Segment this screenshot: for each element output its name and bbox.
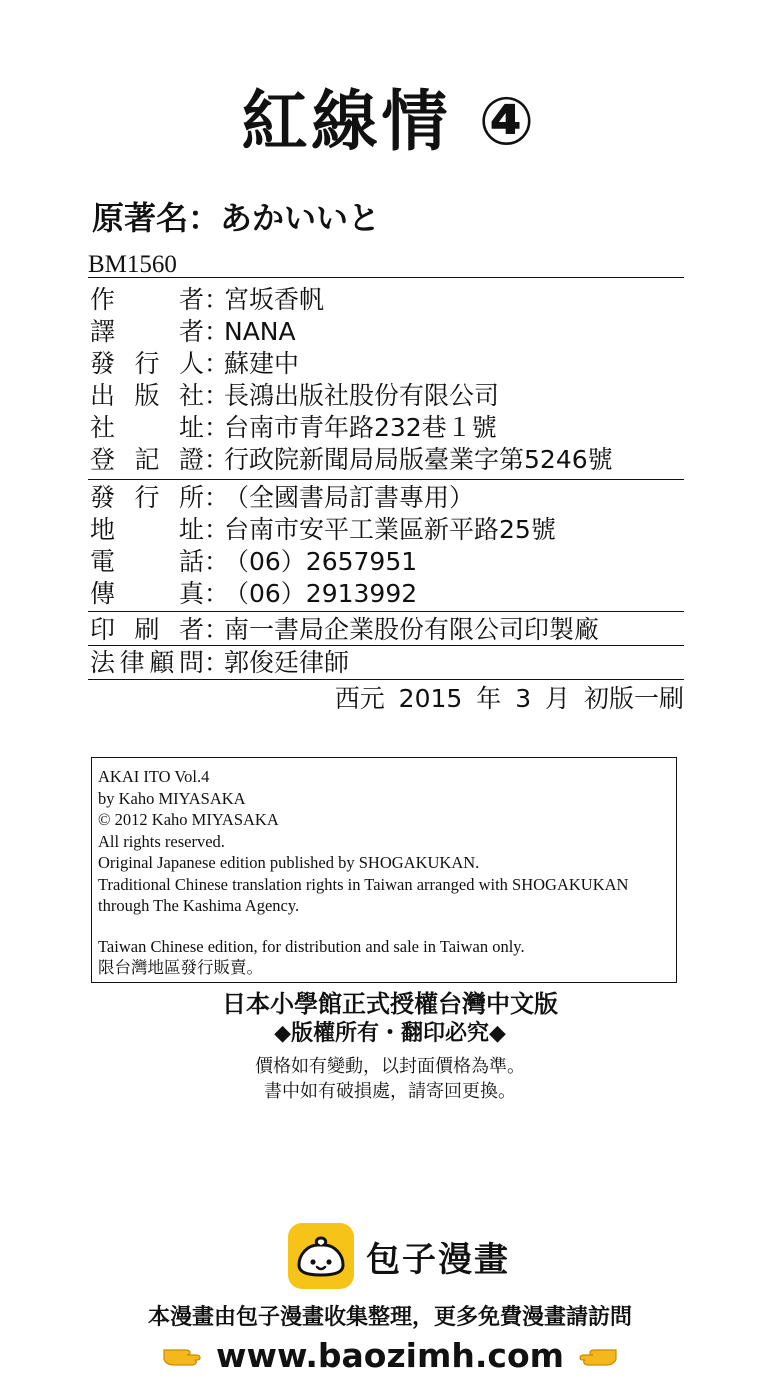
- promo-text: 本漫畫由包子漫畫收集整理，更多免費漫畫請訪問: [147, 1305, 632, 1330]
- credit-colon: ：: [204, 413, 230, 442]
- credit-value: （全國書局訂書專用）: [224, 483, 475, 512]
- authorization-statement: 日本小學館正式授權台灣中文版: [222, 990, 558, 1018]
- pointing-hand-icon: [162, 1340, 202, 1372]
- price-note: 價格如有變動，以封面價格為準。: [255, 1056, 525, 1077]
- credit-row: [90, 380, 690, 412]
- credit-colon: ：: [204, 579, 230, 608]
- divider: [88, 679, 684, 680]
- logo-text: 包子漫畫: [366, 1239, 510, 1280]
- credit-key: 發行人: [90, 349, 204, 378]
- credit-row: [90, 546, 690, 578]
- credit-value: 蘇建中: [224, 349, 300, 378]
- watermark-logo: [288, 1222, 510, 1290]
- credit-value: 行政院新聞局局版臺業字第5246號: [224, 445, 613, 474]
- credit-key: 法律顧問: [90, 648, 204, 677]
- credit-row: [90, 316, 690, 348]
- rights-statement: ◆版權所有・翻印必究◆: [274, 1021, 506, 1046]
- credit-value: 長鴻出版社股份有限公司: [224, 381, 500, 410]
- divider: [88, 611, 684, 612]
- copyright-line: All rights reserved.: [98, 831, 225, 851]
- copyright-box: [91, 757, 677, 983]
- credit-colon: ：: [204, 381, 230, 410]
- credit-colon: ：: [204, 515, 230, 544]
- credit-colon: ：: [204, 317, 230, 346]
- credit-key: 譯者: [90, 317, 204, 346]
- copyright-line: Traditional Chinese translation rights in Taiwan arranged with SHOGAKUKAN: [98, 874, 629, 894]
- damage-note: 書中如有破損處，請寄回更換。: [264, 1081, 516, 1102]
- copyright-line: AKAI ITO Vol.4: [98, 767, 210, 786]
- credit-key: 登記證: [90, 445, 204, 474]
- copyright-line: through The Kashima Agency.: [98, 896, 300, 915]
- credit-colon: ：: [204, 285, 230, 314]
- credit-row: [90, 578, 690, 610]
- credit-value: 郭俊廷律師: [224, 648, 350, 677]
- credit-key: 印刷者: [90, 615, 204, 644]
- credit-row: [90, 647, 690, 679]
- spacer: [98, 917, 676, 936]
- credit-key: 地址: [90, 515, 204, 544]
- divider: [88, 479, 684, 480]
- credit-key: 社址: [90, 413, 204, 442]
- copyright-line: 限台灣地區發行販賣。: [98, 958, 263, 977]
- pointing-hand-icon: [578, 1340, 618, 1372]
- credit-colon: ：: [204, 445, 230, 474]
- credit-value: 台南市安平工業區新平路25號: [224, 515, 556, 544]
- credit-colon: ：: [204, 483, 230, 512]
- credit-value: NANA: [224, 317, 296, 346]
- divider: [88, 277, 684, 278]
- credit-colon: ：: [204, 648, 230, 677]
- credit-colon: ：: [204, 547, 230, 576]
- credit-colon: ：: [204, 349, 230, 378]
- divider: [88, 645, 684, 646]
- site-url[interactable]: www.baozimh.com: [216, 1336, 564, 1375]
- credit-row: [90, 614, 690, 646]
- credit-key: 發行所: [90, 483, 204, 512]
- book-title: 紅線情 ④: [241, 83, 539, 160]
- original-title: 原著名：あかいいと: [92, 199, 381, 237]
- copyright-line: Taiwan Chinese edition, for distribution and sale in Taiwan only.: [98, 936, 525, 956]
- credit-value: 台南市青年路232巷１號: [224, 413, 497, 442]
- copyright-line: by Kaho MIYASAKA: [98, 788, 246, 808]
- credit-row: [90, 412, 690, 444]
- credit-value: （06）2913992: [224, 579, 418, 608]
- credit-value: 南一書局企業股份有限公司印製廠: [224, 615, 600, 644]
- credit-key: 傳真: [90, 579, 204, 608]
- url-line: [0, 1336, 780, 1376]
- credit-key: 作者: [90, 285, 204, 314]
- credit-row: [90, 514, 690, 546]
- credit-row: [90, 482, 690, 514]
- edition-date: 西元 2015 年 3 月 初版一刷: [334, 684, 684, 713]
- book-code: BM1560: [88, 251, 177, 278]
- copyright-line: © 2012 Kaho MIYASAKA: [98, 810, 279, 829]
- credit-key: 出版社: [90, 381, 204, 410]
- credit-value: （06）2657951: [224, 547, 418, 576]
- credit-row: [90, 284, 690, 316]
- credit-colon: ：: [204, 615, 230, 644]
- baozi-icon: [288, 1223, 354, 1289]
- credit-value: 宮坂香帆: [224, 285, 325, 314]
- credit-row: [90, 348, 690, 380]
- credit-row: [90, 444, 690, 476]
- copyright-line: Original Japanese edition published by SHOGAKUKAN.: [98, 853, 480, 872]
- credit-key: 電話: [90, 547, 204, 576]
